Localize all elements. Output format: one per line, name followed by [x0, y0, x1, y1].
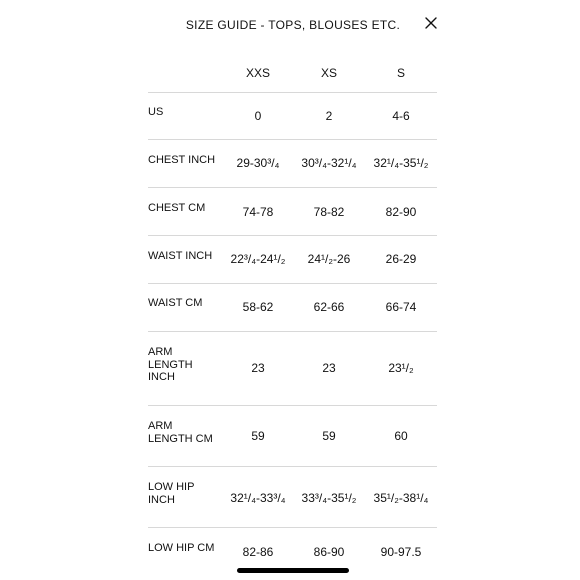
table-cell: 35¹/₂-38¹/₄	[373, 491, 429, 505]
table-cell: 32¹/₄-35¹/₂	[373, 156, 429, 170]
table-cell: 26-29	[385, 252, 417, 266]
table-cell: 74-78	[242, 205, 274, 219]
table-cell: 0	[254, 109, 262, 123]
column-header-xxs: XXS	[245, 66, 270, 80]
table-cell: 30³/₄-32¹/₄	[301, 156, 357, 170]
table-cell: 90-97.5	[380, 545, 422, 559]
table-row	[148, 332, 437, 406]
row-label: LOW HIP INCH	[148, 481, 195, 506]
table-row	[148, 188, 437, 236]
row-label: CHEST CM	[148, 202, 206, 214]
row-label: ARM LENGTH CM	[148, 420, 213, 445]
row-label: WAIST INCH	[148, 250, 213, 262]
table-cell: 33³/₄-35¹/₂	[301, 491, 357, 505]
home-indicator[interactable]	[237, 568, 349, 573]
table-row	[148, 93, 437, 140]
column-header-xs: XS	[320, 66, 337, 80]
table-cell: 32¹/₄-33³/₄	[230, 491, 286, 505]
row-label: WAIST CM	[148, 297, 203, 309]
size-table	[148, 58, 437, 568]
table-row	[148, 236, 437, 284]
page-title: SIZE GUIDE - TOPS, BLOUSES ETC.	[185, 18, 401, 32]
table-cell: 24¹/₂-26	[307, 252, 351, 266]
table-row	[148, 140, 437, 188]
table-row	[148, 467, 437, 528]
table-cell: 23	[251, 361, 265, 375]
row-label: LOW HIP CM	[148, 542, 215, 554]
column-header-s: S	[396, 66, 405, 80]
table-cell: 4-6	[392, 109, 410, 123]
table-cell: 23	[322, 361, 336, 375]
close-icon	[424, 16, 438, 30]
table-cell: 62-66	[313, 300, 345, 314]
table-row	[148, 284, 437, 332]
table-cell: 29-30³/₄	[236, 156, 280, 170]
table-cell: 78-82	[313, 205, 345, 219]
table-cell: 23¹/₂	[388, 361, 414, 375]
size-header-row	[148, 58, 437, 93]
table-row	[148, 406, 437, 467]
table-row	[148, 528, 437, 568]
close-button[interactable]	[424, 16, 438, 30]
table-cell: 2	[325, 109, 333, 123]
row-label: US	[148, 106, 164, 118]
row-label: CHEST INCH	[148, 154, 216, 166]
table-cell: 82-86	[242, 545, 274, 559]
table-cell: 59	[322, 429, 336, 443]
row-label: ARM LENGTH INCH	[148, 346, 193, 383]
table-cell: 60	[394, 429, 408, 443]
table-cell: 22³/₄-24¹/₂	[230, 252, 286, 266]
table-cell: 82-90	[385, 205, 417, 219]
table-cell: 59	[251, 429, 265, 443]
table-cell: 58-62	[242, 300, 274, 314]
table-cell: 86-90	[313, 545, 345, 559]
table-cell: 66-74	[385, 300, 417, 314]
